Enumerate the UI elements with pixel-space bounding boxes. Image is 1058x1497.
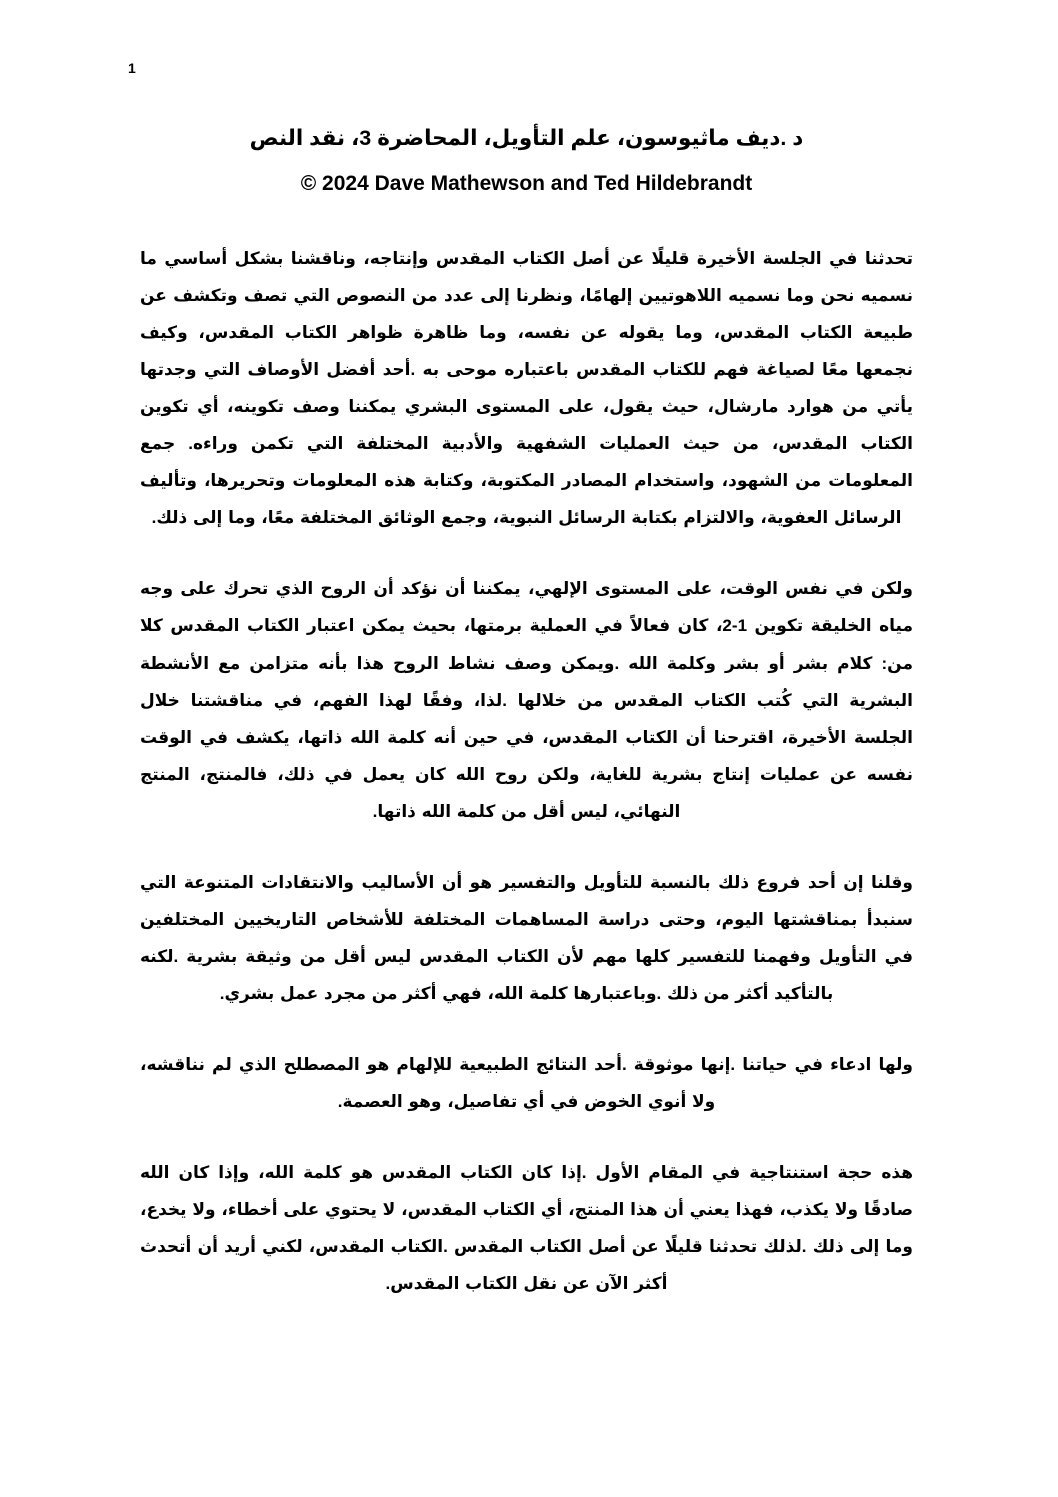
paragraph: وقلنا إن أحد فروع ذلك بالنسبة للتأويل والتفسير هو أن الأساليب والانتقادات المتنوعة التي سنبدأ بمناقشتها اليوم، وحتى دراسة المساهمات المختلفة للأشخاص التاريخيين المختلفين في التأويل وفهمنا للتفسير كلها مهم لأن الكتاب المقدس ليس أقل من وثيقة بشرية .لكنه بالتأكيد أكثر من ذلك .وباعتبارها كلمة الله، فهي أكثر من مجرد عمل بشري. [140, 872, 913, 1003]
document-copyright-line: © 2024 Dave Mathewson and Ted Hildebrandt [300, 171, 753, 195]
paragraph: هذه حجة استنتاجية في المقام الأول .إذا كان الكتاب المقدس هو كلمة الله، وإذا كان الله صادقًا ولا يكذب، فهذا يعني أن هذا المنتج، أي الكتاب المقدس، لا يحتوي على أخطاء، ولا يخدع، وما إلى ذلك .لذلك تحدثنا قليلًا عن أصل الكتاب المقدس .الكتاب المقدس، لكني أريد أن أتحدث أكثر الآن عن نقل الكتاب المقدس. [140, 1163, 913, 1294]
paragraph: ولكن في نفس الوقت، على المستوى الإلهي، يمكننا أن نؤكد أن الروح الذي تحرك على وجه مياه الخليقة تكوين 1-2، كان فعالاً في العملية برمتها، بحيث يمكن اعتبار الكتاب المقدس كلا من: كلام بشر أو بشر وكلمة الله .ويمكن وصف نشاط الروح هذا بأنه متزامن مع الأنشطة البشرية التي كُتب الكتاب المقدس من خلالها .لذا، وفقًا لهذا الفهم، في مناقشتنا خلال الجلسة الأخيرة، اقترحنا أن الكتاب المقدس، في حين أنه كلمة الله ذاتها، يكشف في الوقت نفسه عن عمليات إنتاج بشرية للغاية، ولكن روح الله كان يعمل في ذلك، فالمنتج، المنتج النهائي، ليس أقل من كلمة الله ذاتها. [140, 579, 913, 821]
document-body [140, 240, 913, 1302]
document-title: د .ديف ماثيوسون، علم التأويل، المحاضرة 3، نقد النص [249, 126, 804, 150]
paragraph: تحدثنا في الجلسة الأخيرة قليلًا عن أصل الكتاب المقدس وإنتاجه، وناقشنا بشكل أساسي ما نسميه نحن وما نسميه اللاهوتيين إلهامًا، ونظرنا إلى عدد من النصوص التي تصف وتكشف عن طبيعة الكتاب المقدس، وما يقوله عن نفسه، وما ظاهرة ظواهر الكتاب المقدس، وكيف نجمعها معًا لصياغة فهم للكتاب المقدس باعتباره موحى به .أحد أفضل الأوصاف التي وجدتها يأتي من هوارد مارشال، حيث يقول، على المستوى البشري يمكننا وصف تكوينه، أي تكوين الكتاب المقدس، من حيث العمليات الشفهية والأدبية المختلفة التي تكمن وراءه. جمع المعلومات من الشهود، واستخدام المصادر المكتوبة، وكتابة هذه المعلومات وتحريرها، وتأليف الرسائل العفوية، والالتزام بكتابة الرسائل النبوية، وجمع الوثائق المختلفة معًا، وما إلى ذلك. [140, 249, 914, 528]
page-number: 1 [128, 60, 136, 76]
paragraph: ولها ادعاء في حياتنا .إنها موثوقة .أحد النتائج الطبيعية للإلهام هو المصطلح الذي لم نناقشه، ولا أنوي الخوض في أي تفاصيل، وهو العصمة. [140, 1054, 913, 1111]
